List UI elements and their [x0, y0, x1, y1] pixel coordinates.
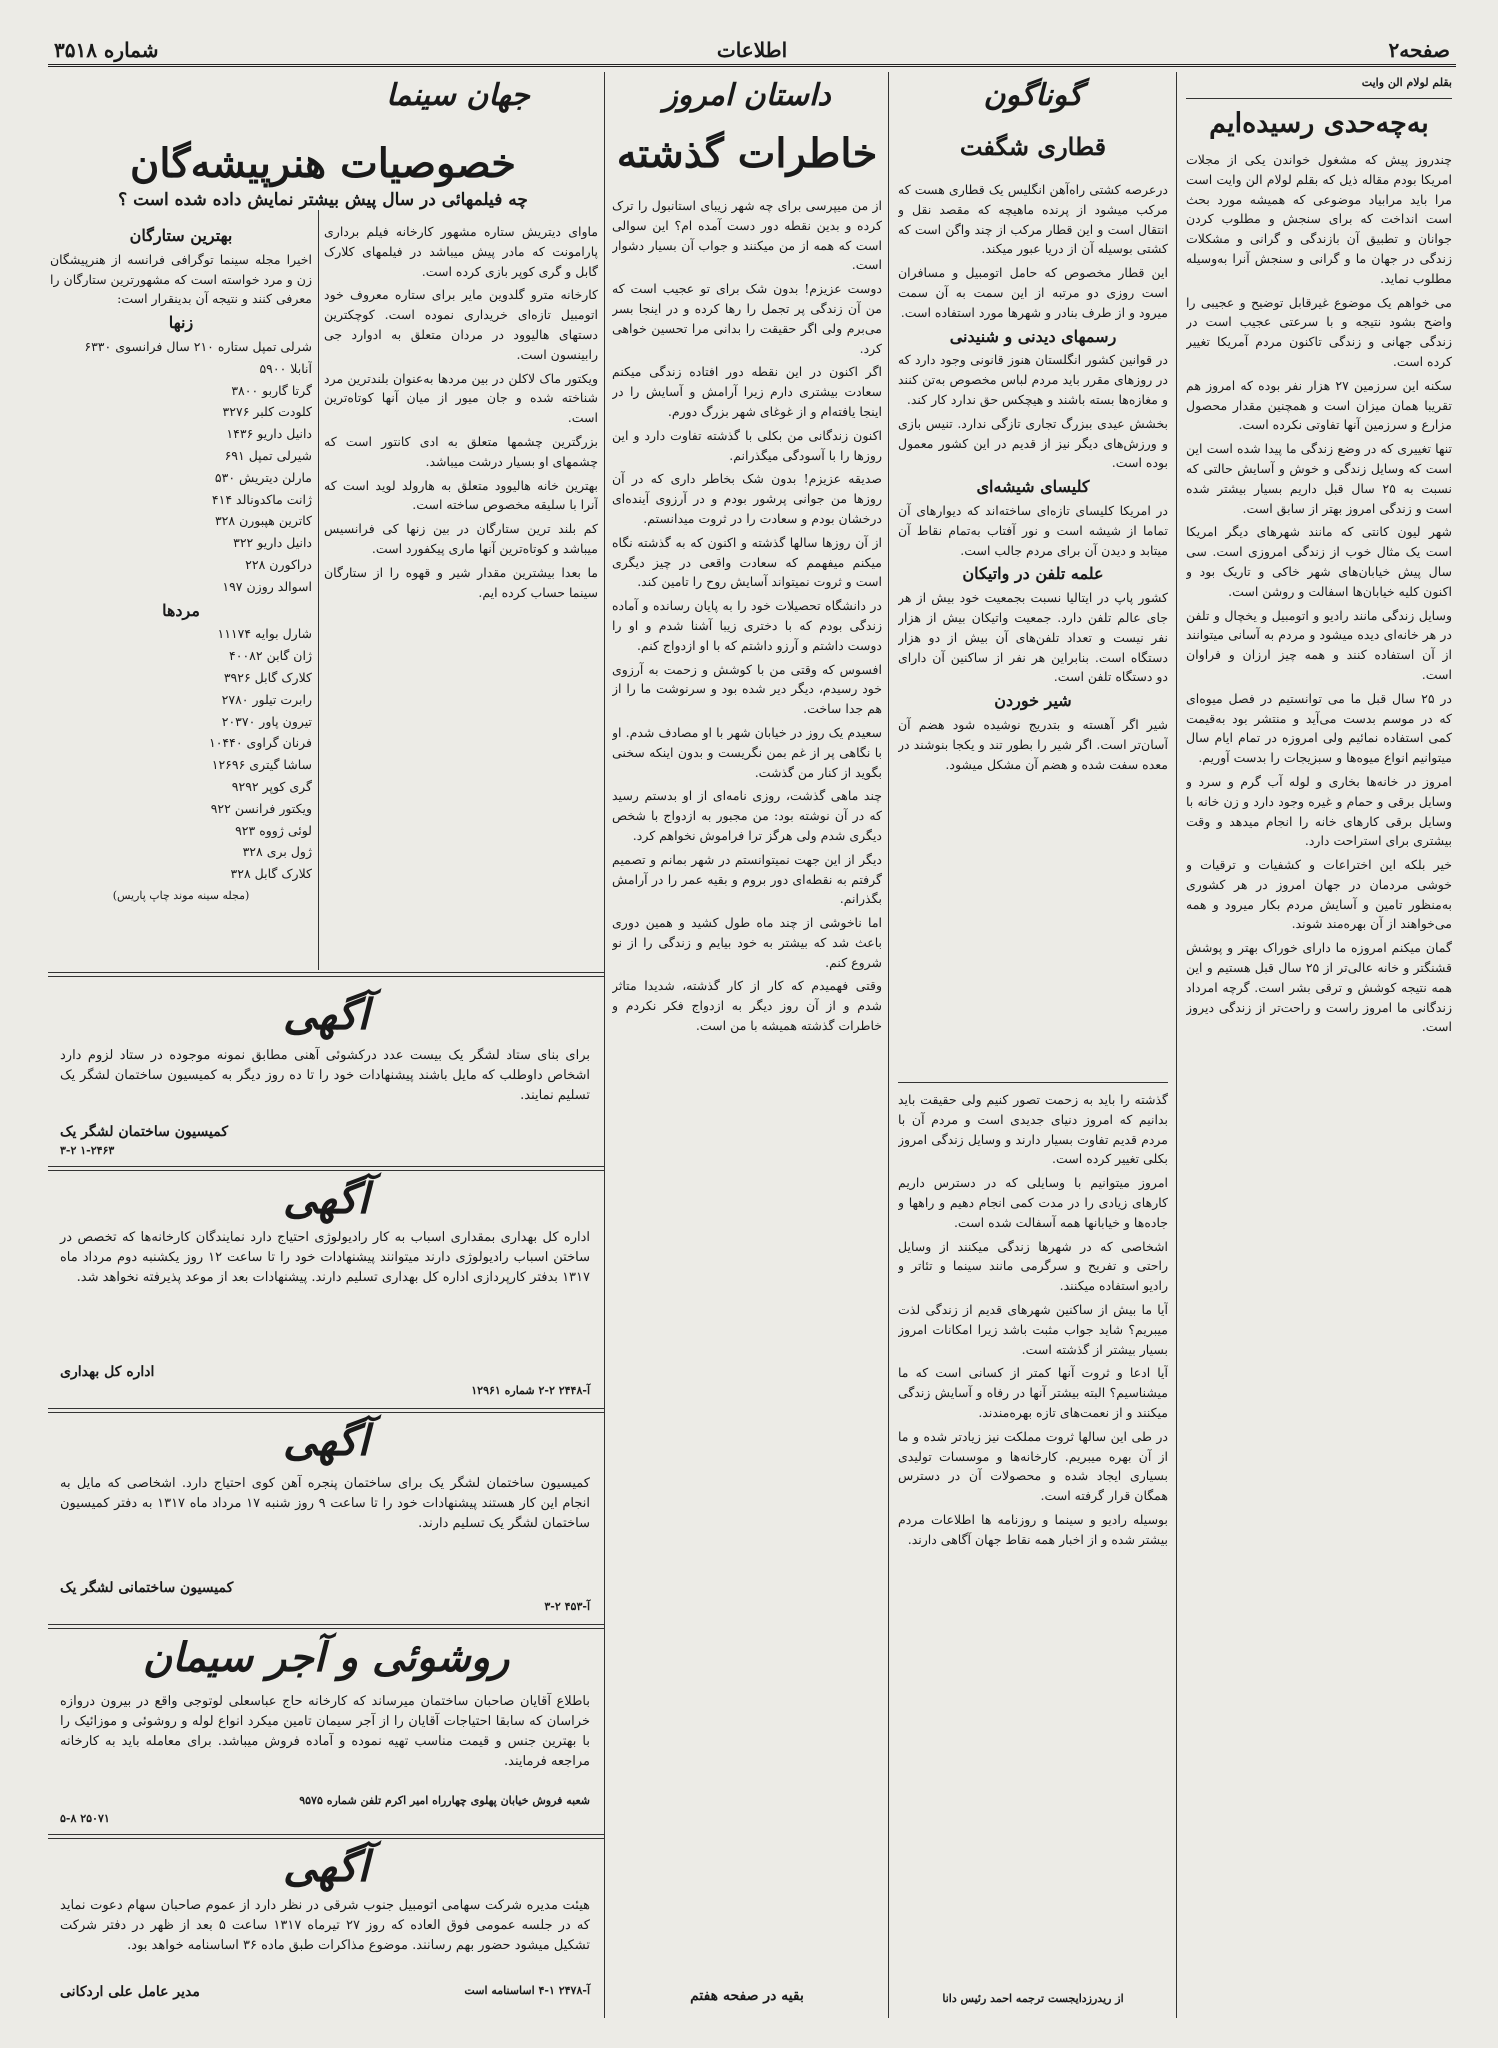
article-title: خاطرات گذشته: [616, 130, 878, 177]
paragraph: در دانشگاه تحصیلات خود را به پایان رسانده و آماده زندگی بودم که با دختری زیبا آشنا شدم و او را دوست داشتم و آرزو داشتم که با او ازدواج کنم.: [612, 598, 882, 653]
column-rule: [604, 72, 605, 2018]
list-item: کلودت کلبر ۳۲۷۶: [222, 404, 312, 420]
list-item: دانیل داریو ۳۲۲: [233, 535, 312, 551]
ad-title: روشوئی و آجر سیمان: [142, 1634, 510, 1681]
divider: [48, 1834, 604, 1839]
paragraph: آیا ادعا و ثروت آنها کمتر از کسانی است که ما میشناسیم؟ البته بیشتر آنها در رفاه و آسایش زندگی میکنند و از نعمت‌های تازه بهره‌مندند.: [898, 1365, 1168, 1420]
column-rule: [888, 72, 889, 2018]
paragraph: در قوانین کشور انگلستان هنوز قانونی وجود دارد که در روزهای مقرر باید مردم لباس مخصوص به‌تن کنند و مغازه‌ها بسته باشند و هیچکس حق ندارد کار کند.: [898, 352, 1168, 407]
list-item: رابرت تیلور ۲۷۸۰: [221, 691, 312, 707]
list-item: شارل بوایه ۱۱۱۷۴: [217, 626, 312, 642]
ad-reference: ۱-۲۴۶۳ ۳-۲: [60, 1144, 115, 1157]
page-header: [48, 38, 1456, 67]
paragraph: درعرصه کشتی راه‌آهن انگلیس یک قطاری هست که مرکب میشود از پرنده ماهیچه که مقصد نقل و انتقال است و این قطار مرکب از چند واگن است که کشتی بوسیله آن از دریا عبور میکند.: [898, 182, 1168, 257]
paragraph: ما بعدا بیشترین مقدار شیر و قهوه را از ستارگان سینما حساب کرده ایم.: [324, 564, 598, 600]
men-heading: مردها: [162, 600, 200, 620]
paragraph: کم بلند ترین ستارگان در بین زنها کی فرانسیس میباشد و کوتاه‌ترین آنها ماری پیکفورد است.: [324, 521, 598, 556]
continued-note: بقیه در صفحه هفتم: [690, 1988, 804, 2004]
paragraph: بوسیله رادیو و سینما و روزنامه ها اطلاعات مردم بیشتر شده و از اخبار همه نقاط جهان آگاهی دارند.: [898, 1511, 1168, 1547]
subheading: کلیسای شیشه‌ای: [976, 477, 1090, 497]
paragraph: این قطار مخصوص که حامل اتومبیل و مسافران است روزی دو مرتبه از این سمت به آن سمت میرود و از طرف بنادر و شهرها مورد استفاده است.: [898, 265, 1168, 320]
list-item: شیرلی تمپل ۶۹۱: [224, 447, 312, 463]
paragraph: شیر اگر آهسته و بتدریج نوشیده شود هضم آن آسان‌تر است. اگر شیر را بطور تند و یکجا بنوشند در معده سفت شده و هضم آن مشکل میشود.: [898, 716, 1168, 772]
paragraph: بهترین خانه هالیوود متعلق به هارولد لوید است که آنرا با سلیقه مخصوص ساخته است.: [324, 477, 598, 513]
column-rule: [318, 210, 319, 970]
list-item: تیرون پاور ۲۰۳۷۰: [221, 713, 312, 729]
women-heading: زنها: [168, 313, 194, 333]
ad-reference: ۲۵۰۷۱ ۵-۸: [60, 1812, 110, 1825]
women-list: [50, 337, 312, 597]
divider: [1186, 98, 1452, 99]
ad-title: آگهی: [282, 1842, 370, 1891]
paragraph: می خواهم یک موضوع غیرقابل توضیح و عجیبی را واضح بشود نتیجه و با سرعتی عجیب است در زندگی جهانی و زندگی تاکنون مردم آمریکا تغییر کرده است.: [1186, 294, 1452, 369]
paragraph: چندروز پیش که مشغول خواندن یکی از مجلات امریکا بودم مقاله ذیل که بقلم لولام الن وایت است مرا باید مرابیاد موضوعی که همیشه مورد بحث است انداخت که برای سنجش و مطلوب کردن جوانان و تطبیق آن بازندگی و گرانی و مشکلات زندگی در جهان ما و گرانی و سنجش آنرا به‌وسیله مطلوب نماید.: [1186, 152, 1452, 286]
list-item: ژان گابن ۴۰۰۸۲: [229, 648, 312, 664]
ad-reference: آ-۴۵۳ ۲-۳: [544, 1600, 590, 1613]
article-body: [612, 196, 882, 1968]
paragraph: صدیقه عزیزم! بدون شک بخاطر داری که در آن روزها من جوانی پرشور بودم و در آرزوی آینده‌ای درخشان بودم و سعادت را در ثروت میدانستم.: [612, 471, 882, 526]
paragraph: وسایل زندگی مانند رادیو و اتومبیل و یخچال و تلفن در هر خانه‌ای دیده میشود و مردم به آسانی میتوانند از آن استفاده کنند و همه چیز ارزان و فراوان است.: [1186, 607, 1452, 682]
source-note: (مجله سینه موند چاپ پاریس): [112, 888, 250, 902]
ad-reference: آ-۲۴۷۸ ۱-۴ اساسنامه است: [464, 1984, 590, 1997]
divider: [48, 1408, 604, 1413]
list-item: دراکورن ۲۲۸: [245, 556, 312, 572]
paragraph: سعیدم یک روز در خیابان شهر با او مصادف شدم. او با نگاهی پر از غم بمن نگریست و بدون اینکه سخنی بگوید از کنار من گذشت.: [612, 724, 882, 780]
ad-title: آگهی: [282, 1416, 370, 1465]
paragraph: دوست عزیزم! بدون شک برای تو عجیب است که من آن زندگی پر تجمل را رها کرده و در اینجا بسر می‌برم ولی اگر حقیقت را بدانی مرا تحسین خواهی کرد.: [612, 281, 882, 356]
divider: [48, 1166, 604, 1171]
paragraph: اما ناخوشی از چند ماه طول کشید و همین دوری باعث شد که بیشتر به خود بیایم و زندگی را از نو شروع کنم.: [612, 915, 882, 970]
subheading: شیر خوردن: [994, 691, 1072, 711]
subheading: رسمهای دیدنی و شنیدنی: [949, 326, 1117, 346]
paragraph: کشور پاپ در ایتالیا نسبت بجمعیت خود بیش از هر جای عالم تلفن دارد. جمعیت واتیکان بیش از هزار نفر نیست و تعداد تلفن‌های آن بیش از دو هزار دستگاه است. بنابراین هر نفر از ساکنین آن دارای دو دستگاه تلفن است.: [898, 590, 1168, 685]
ad-footer: کمیسیون ساختمان لشگر یک: [60, 1124, 228, 1140]
paragraph: ویکتور ماک لاکلن در بین مردها به‌عنوان بلندترین مرد شناخته شده و جان میور از میان آنها کوتاه‌ترین است.: [324, 370, 598, 426]
paragraph: گذشته را باید به زحمت تصور کنیم ولی حقیقت باید بدانیم که امروز دنیای جدیدی است و مردم آن با مردم قدیم تفاوت بسیار دارند و وسایل زندگی امروز بکلی تغییر کرده است.: [898, 1092, 1168, 1167]
list-item: کلارک گابل ۳۲۸: [230, 866, 312, 882]
list-item: ژول بری ۳۲۸: [242, 844, 312, 860]
list-item: گرتا گاربو ۳۸۰۰: [231, 382, 312, 398]
list-intro: اخیرا مجله سینما توگرافی فرانسه از هنرپیشگان زن و مرد خواسته است که مشهورترین ستارگان را معرفی کنند و نتیجه آن بدینقرار است:: [50, 251, 312, 307]
paragraph: در ۲۵ سال قبل ما می توانستیم در فصل میوه‌ای که در موسم بدست می‌آید و منتشر بود به‌قیمت کمی استفاده نمائیم ولی امروزه در تمام ایام سال میتوانیم انواع میوه‌ها و سبزیجات را بدست آوریم.: [1186, 690, 1452, 766]
paragraph: امروز در خانه‌ها بخاری و لوله آب گرم و سرد و وسایل برقی و حمام و غیره وجود دارد و زن خانه با وسایل برقی کارهای خانه را انجام میدهد و وقت بیشتری برای استراحت دارد.: [1186, 773, 1452, 849]
paragraph: گمان میکنم امروزه ما دارای خوراک بهتر و پوشش قشنگتر و خانه عالی‌تر از ۲۵ سال قبل هستیم و این همه نتیجه کوشش و ترقی بشر است. گرچه‌ امرداد زندگانی ما امروز راست و راحت‌تر از زندگی دیروز است.: [1186, 940, 1452, 1035]
ad-body: کمیسیون ساختمان لشگر یک برای ساختمان پنجره آهن کوی احتیاج دارد. اشخاصی که مایل به انجام این کار هستند پیشنهادات خود را تا ساعت ۹ روز شنبه ۱۷ مرداد ماه ۱۳۱۷ به دفتر کمیسیون ساختمان لشگر یک تسلیم دارند.: [60, 1476, 590, 1531]
paragraph: چند ماهی گذشت، روزی نامه‌ای از او بدستم رسید که در آن نوشته بود: من مجبور به ازدواج با شخص دیگری شدم ولی هرگز ترا فراموش نخواهم کرد.: [612, 788, 882, 843]
paragraph: تنها تغییری که در وضع زندگی ما پیدا شده است این است که وسایل زندگی و خوش و آسایش حالتی که نسبت به ۲۵ سال قبل داریم بسیار بیشتر شده است و زندگی امروز بهتر از سابق است.: [1186, 441, 1452, 516]
paragraph: افسوس که وقتی من با کوشش و زحمت به آرزوی خود رسیدم، دیگر دیر شده بود و سرنوشت ما را از هم جدا ساخت.: [612, 661, 882, 717]
ad-body: اداره کل بهداری بمقداری اسباب به کار رادیولوژی احتیاج دارد نمایندگان کارخانه‌ها که تخصص در ساختن اسباب رادیولوژی دارند میتوانند پیشنهادات خود را تا ساعت ۱۲ روز یکشنبه دوم مرداد ماه ۱۳۱۷ بدفتر کارپردازی اداره کل بهداری تسلیم دارند. پیشنهادات بعد از موعد پذیرفته نخواهد شد.: [60, 1230, 590, 1285]
paragraph: کارخانه مترو گلدوین مایر برای ستاره معروف خود اتومبیل تازه‌ای خریداری نموده است. کوچکترین دستهای هالیوود در مردان متعلق به ادوارد جی رابینسون است.: [324, 287, 598, 362]
ad-reference: آ-۲۴۴۸ ۲-۲ شماره ۱۲۹۶۱: [471, 1384, 590, 1397]
section-kicker: جهان سینما: [386, 78, 530, 113]
paper-name: اطلاعات: [716, 38, 788, 62]
paragraph: از من میپرسی برای چه شهر زیبای استانبول را ترک کرده و بدین نقطه دور دست آمده ام؟ این سوالی است که همه از من میکنند و جواب آن بسیار دشوار است.: [612, 198, 882, 273]
list-item: آنابلا ۵۹۰۰: [259, 360, 312, 376]
cinema-headline: خصوصیات هنرپیشه‌گان: [129, 140, 517, 187]
list-item: ژانت ماکدونالد ۴۱۴: [211, 491, 312, 507]
list-title: بهترین ستارگان: [129, 226, 233, 245]
list-item: کلارک گابل ۳۹۲۶: [223, 669, 312, 685]
list-item: گری کوپر ۹۲۹۲: [231, 778, 312, 794]
ad-body: برای بنای ستاد لشگر یک بیست عدد درکشوئی آهنی مطابق نمونه موجوده در ستاد لزوم دارد اشخاص داوطلب که مایل باشند پیشنهادات خود را تا ده روز دیگر به کمیسیون ساختمان لشگر یک تسلیم نمایند.: [60, 1048, 590, 1103]
ad-title: آگهی: [282, 990, 370, 1039]
list-item: کاترین هپبورن ۳۲۸: [214, 513, 312, 529]
article-title: قطاری شگفت: [959, 132, 1107, 161]
paragraph: در امریکا کلیسای تازه‌ای ساخته‌اند که دیوارهای آن تماما از شیشه است و نور آفتاب به‌تمام نقاط آن میتابد و دیدن آن برای مردم جالب است.: [898, 502, 1168, 558]
byline: بقلم لولام الن وایت: [1361, 76, 1452, 89]
cinema-subtitle: چه فیلمهائی در سال پیش بیشتر نمایش داده شده است ؟: [118, 190, 528, 210]
divider: [898, 1082, 1168, 1083]
paragraph: بخشش عیدی ببزرگ تجاری تازگی ندارد. تنیس بازی و ورزش‌های دیگر نیز از قدیم در این کشور معمول بوده است.: [898, 415, 1168, 471]
list-item: لوئی ژووه ۹۲۳: [235, 822, 312, 838]
paragraph: شهر لیون کانتی که مانند شهرهای دیگر امریکا است یک مثال خوب از زندگی امروزی است. سی سال پیش خیابان‌های شهر خاکی و تاریک بود و اکنون کلیه خیابان‌ها اسفالت و روشن است.: [1186, 524, 1452, 599]
translator-credit: از ریدرزدایجست ترجمه احمد رئیس دانا: [942, 1992, 1124, 2005]
article-body: [898, 1090, 1168, 1980]
list-item: ساشا گیتری ۱۲۶۹۶: [211, 757, 312, 773]
list-item: مارلن دیتریش ۵۳۰: [214, 469, 312, 485]
paragraph: در طی این سالها ثروت مملکت نیز زیادتر شده و ما از آن بهره میبریم. کارخانه‌ها و موسسات تولیدی بسیاری ایجاد شده و محصولات آن در دسترس همگان قرار گرفته است.: [898, 1428, 1168, 1504]
section-kicker: گوناگون: [983, 78, 1083, 113]
issue-number: شماره ۳۵۱۸: [54, 38, 159, 62]
section-kicker: داستان امروز: [663, 78, 831, 113]
divider: [48, 972, 604, 977]
paragraph: از آن روزها سالها گذشته و اکنون که به گذشته نگاه میکنم میفهمم که سعادت واقعی در چیز دیگری است و ثروت نمیتواند آسایش روح را تامین کند.: [612, 534, 882, 590]
paragraph: ماوای دیتریش ستاره مشهور کارخانه فیلم برداری پارامونت که مادر پیش میباشد در فیلمهای کلارک گابل و گری کوپر بازی کرده است.: [324, 224, 598, 279]
ad-footer: اداره کل بهداری: [60, 1364, 155, 1380]
paragraph: دیگر از این جهت نمیتوانستم در شهر بمانم و تصمیم گرفتم به نقطه‌ای دور بروم و بقیه عمر را در آرامش بگذرانم.: [612, 851, 882, 907]
page-number: صفحه۲: [1388, 38, 1450, 62]
list-item: دانیل داریو ۱۴۳۶: [226, 426, 312, 442]
list-item: اسوالد روزن ۱۹۷: [222, 578, 312, 594]
ad-body: هیئت مدیره شرکت سهامی اتومبیل جنوب شرقی در نظر دارد از عموم صاحبان سهام دعوت نماید که در جلسه عمومی فوق العاده که روز ۲۷ تیرماه ۱۳۱۷ ساعت ۵ بعد از ظهر در دفتر شرکت تشکیل میشود حضور بهم رسانند. موضوع مذاکرات طبق ماده ۳۶ اساسنامه خواهد بود.: [60, 1898, 590, 1953]
paragraph: اکنون زندگانی من بکلی با گذشته تفاوت دارد و این روزها را با آسودگی میگذرانم.: [612, 427, 882, 463]
list-item: فرنان گراوی ۱۰۴۴۰: [208, 735, 312, 751]
paragraph: سکنه این سرزمین ۲۷ هزار نفر بوده که امروز هم تقریبا همان میزان است و همچنین مقدار محصول مزارع و سرزمین آنها تفاوتی نکرده است.: [1186, 377, 1452, 433]
paragraph: امروز میتوانیم با وسایلی که در دسترس داریم کارهای زیادی را در مدت کمی انجام دهیم و راهها و جاده‌ها و خیابانها همه آسفالت شده است.: [898, 1175, 1168, 1230]
ad-body: باطلاع آقایان صاحبان ساختمان میرساند که کارخانه حاج عباسعلی لوتوجی واقع در بیرون دروازه خراسان که سابقا احتیاجات آقایان را از آجر سیمان تامین میکرد انواع لوله و روشوئی و موزائیک را با بهترین جنس و قیمت مناسب تهیه نموده و آماده فروش میباشد. برای معامله باید به کارخانه مراجعه فرمایند.: [60, 1694, 590, 1769]
article-body: [324, 222, 598, 970]
paragraph: خیر بلکه این اختراعات و کشفیات و ترقیات و خوشی مردمان در جهان امروز در هر کشوری به‌منظور تامین و آسایش مردم بکار میرود و همه می‌خواهند از آن بهره‌مند شوند.: [1186, 857, 1452, 932]
ad-footer: کمیسیون ساختمانی لشگر یک: [60, 1580, 234, 1596]
list-item: ویکتور فرانسن ۹۲۲: [210, 800, 312, 816]
paragraph: آیا ما بیش از ساکنین شهرهای قدیم از زندگی لذت میبریم؟ شاید جواب مثبت باشد زیرا امکانات امروز بسیار بیشتر از گذشته است.: [898, 1301, 1168, 1357]
article-body: [1186, 150, 1452, 2008]
subheading: علمه تلفن در واتیکان: [962, 564, 1104, 584]
article-title: به‌چه‌حدی رسیده‌ایم: [1209, 108, 1429, 139]
ad-title: آگهی: [282, 1174, 370, 1223]
divider: [48, 1624, 604, 1629]
paragraph: بزرگترین چشمها متعلق به ادی کانتور است که چشمهای او بسیار درشت میباشد.: [324, 433, 598, 469]
paragraph: وقتی فهمیدم که کار از کار گذشته، شدیدا متاثر شدم و از آن روز دیگر به ازدواج فکر نکردم و خاطرات گذشته همیشه با من است.: [612, 978, 882, 1034]
column-rule: [1176, 72, 1177, 2018]
men-list: [50, 624, 312, 884]
star-ranking: [50, 222, 312, 970]
ad-footer: شعبه فروش خیابان پهلوی چهارراه امیر اکرم تلفن شماره ۹۵۷۵: [299, 1794, 590, 1807]
paragraph: اگر اکنون در این نقطه دور افتاده زندگی میکنم سعادت بیشتری دارم زیرا آرامش و آسایش را در اینجا یافته‌ام و از غوغای شهر بزرگ دورم.: [612, 364, 882, 419]
ad-footer: مدیر عامل علی اردکانی: [60, 1984, 200, 2000]
paragraph: اشخاصی که در شهرها زندگی میکنند از وسایل راحتی و تفریح و سرگرمی مانند سینما و تئاتر و رادیو استفاده میکنند.: [898, 1238, 1168, 1294]
list-item: شرلی تمپل ستاره ۲۱۰ سال فرانسوی ۶۳۳۰: [84, 338, 312, 354]
